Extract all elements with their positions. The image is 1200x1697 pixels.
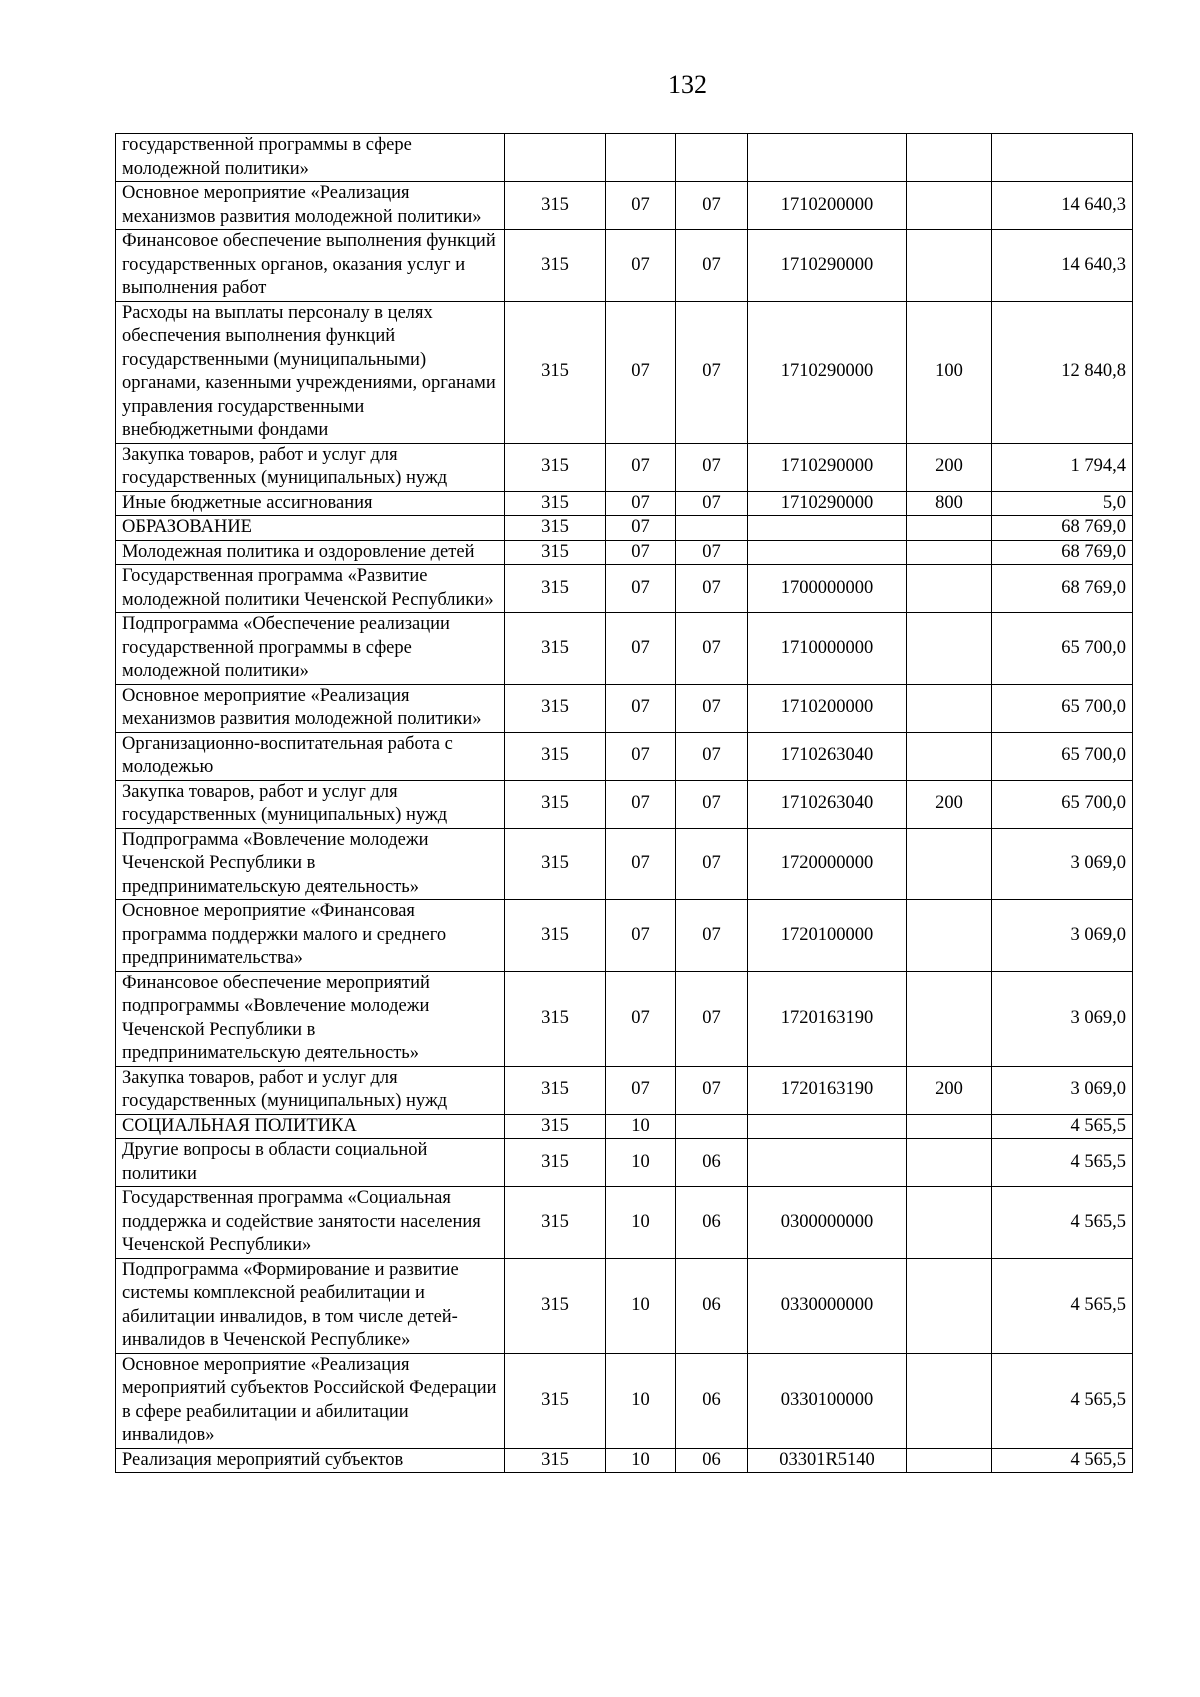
row-subsection-code: 07: [676, 780, 748, 828]
row-target-article-code: 1710263040: [748, 780, 907, 828]
row-section-code: 10: [606, 1187, 676, 1259]
row-section-code: 07: [606, 780, 676, 828]
row-name: государственной программы в сфере молодежной политики»: [116, 134, 505, 182]
row-section-code: 07: [606, 301, 676, 443]
row-expense-type-code: 100: [907, 301, 992, 443]
row-expense-type-code: [907, 565, 992, 613]
row-ministry-code: 315: [505, 1139, 606, 1187]
row-ministry-code: 315: [505, 516, 606, 541]
row-name: Организационно-воспитательная работа с молодежью: [116, 732, 505, 780]
row-target-article-code: 0300000000: [748, 1187, 907, 1259]
budget-table: [115, 133, 1133, 1473]
row-subsection-code: [676, 1114, 748, 1139]
row-section-code: 07: [606, 684, 676, 732]
row-expense-type-code: [907, 971, 992, 1066]
row-section-code: 07: [606, 516, 676, 541]
row-amount: 4 565,5: [992, 1258, 1133, 1353]
row-subsection-code: 07: [676, 1066, 748, 1114]
table-row: [116, 1448, 1133, 1473]
row-amount: 4 565,5: [992, 1139, 1133, 1187]
row-subsection-code: 06: [676, 1353, 748, 1448]
row-expense-type-code: [907, 1353, 992, 1448]
row-expense-type-code: [907, 1139, 992, 1187]
row-name: Финансовое обеспечение мероприятий подпрограммы «Вовлечение молодежи Чеченской Республики в предпринимательскую деятельность»: [116, 971, 505, 1066]
row-amount: 65 700,0: [992, 613, 1133, 685]
row-expense-type-code: [907, 1114, 992, 1139]
table-row: [116, 230, 1133, 302]
row-subsection-code: [676, 516, 748, 541]
table-row: [116, 613, 1133, 685]
row-expense-type-code: [907, 540, 992, 565]
row-expense-type-code: [907, 516, 992, 541]
row-expense-type-code: [907, 182, 992, 230]
row-target-article-code: 1710200000: [748, 182, 907, 230]
row-target-article-code: 1710263040: [748, 732, 907, 780]
row-name: Государственная программа «Развитие молодежной политики Чеченской Республики»: [116, 565, 505, 613]
table-row: [116, 1258, 1133, 1353]
row-ministry-code: [505, 134, 606, 182]
table-row: [116, 971, 1133, 1066]
row-ministry-code: 315: [505, 230, 606, 302]
row-ministry-code: 315: [505, 900, 606, 972]
row-section-code: 07: [606, 230, 676, 302]
row-target-article-code: [748, 516, 907, 541]
table-row: [116, 182, 1133, 230]
row-subsection-code: 07: [676, 732, 748, 780]
row-ministry-code: 315: [505, 1187, 606, 1259]
row-subsection-code: 07: [676, 230, 748, 302]
row-expense-type-code: [907, 613, 992, 685]
row-expense-type-code: [907, 900, 992, 972]
row-ministry-code: 315: [505, 684, 606, 732]
row-section-code: 07: [606, 443, 676, 491]
row-section-code: 10: [606, 1448, 676, 1473]
row-section-code: 07: [606, 1066, 676, 1114]
row-name: СОЦИАЛЬНАЯ ПОЛИТИКА: [116, 1114, 505, 1139]
table-row: [116, 301, 1133, 443]
row-subsection-code: 07: [676, 565, 748, 613]
row-amount: 5,0: [992, 491, 1133, 516]
row-amount: 1 794,4: [992, 443, 1133, 491]
row-ministry-code: 315: [505, 540, 606, 565]
row-target-article-code: [748, 540, 907, 565]
table-row: [116, 491, 1133, 516]
row-subsection-code: 06: [676, 1448, 748, 1473]
row-subsection-code: 07: [676, 613, 748, 685]
row-name: Иные бюджетные ассигнования: [116, 491, 505, 516]
row-section-code: 07: [606, 971, 676, 1066]
row-amount: 14 640,3: [992, 230, 1133, 302]
row-amount: 68 769,0: [992, 516, 1133, 541]
row-ministry-code: 315: [505, 828, 606, 900]
row-subsection-code: 06: [676, 1258, 748, 1353]
row-section-code: 10: [606, 1114, 676, 1139]
row-target-article-code: [748, 134, 907, 182]
row-target-article-code: 1710000000: [748, 613, 907, 685]
row-expense-type-code: 200: [907, 780, 992, 828]
row-ministry-code: 315: [505, 301, 606, 443]
table-row: [116, 565, 1133, 613]
row-name: Закупка товаров, работ и услуг для государственных (муниципальных) нужд: [116, 1066, 505, 1114]
row-target-article-code: 1710290000: [748, 443, 907, 491]
row-section-code: 07: [606, 900, 676, 972]
row-target-article-code: 1710200000: [748, 684, 907, 732]
row-subsection-code: 07: [676, 684, 748, 732]
row-amount: 65 700,0: [992, 684, 1133, 732]
table-row: [116, 1114, 1133, 1139]
row-target-article-code: [748, 1114, 907, 1139]
table-row: [116, 1353, 1133, 1448]
row-subsection-code: 07: [676, 182, 748, 230]
row-target-article-code: 1710290000: [748, 230, 907, 302]
row-expense-type-code: [907, 1187, 992, 1259]
row-section-code: 07: [606, 732, 676, 780]
row-amount: 68 769,0: [992, 565, 1133, 613]
row-ministry-code: 315: [505, 1258, 606, 1353]
row-section-code: 07: [606, 565, 676, 613]
table-row: [116, 443, 1133, 491]
row-name: Подпрограмма «Вовлечение молодежи Чеченской Республики в предпринимательскую деятельность»: [116, 828, 505, 900]
row-name: Другие вопросы в области социальной политики: [116, 1139, 505, 1187]
row-expense-type-code: [907, 134, 992, 182]
row-target-article-code: 1720000000: [748, 828, 907, 900]
row-subsection-code: 07: [676, 491, 748, 516]
row-expense-type-code: 800: [907, 491, 992, 516]
row-target-article-code: 1720100000: [748, 900, 907, 972]
row-target-article-code: 1700000000: [748, 565, 907, 613]
row-name: Основное мероприятие «Реализация мероприятий субъектов Российской Федерации в сфере реабилитации и абилитации инвалидов»: [116, 1353, 505, 1448]
row-subsection-code: 07: [676, 443, 748, 491]
row-ministry-code: 315: [505, 732, 606, 780]
row-amount: 3 069,0: [992, 828, 1133, 900]
row-section-code: 07: [606, 540, 676, 565]
table-row: [116, 1187, 1133, 1259]
row-section-code: 07: [606, 491, 676, 516]
row-target-article-code: 1720163190: [748, 1066, 907, 1114]
row-name: Основное мероприятие «Реализация механизмов развития молодежной политики»: [116, 684, 505, 732]
row-name: Подпрограмма «Обеспечение реализации государственной программы в сфере молодежной политики»: [116, 613, 505, 685]
row-target-article-code: 03301R5140: [748, 1448, 907, 1473]
table-row: [116, 1066, 1133, 1114]
row-ministry-code: 315: [505, 1353, 606, 1448]
row-name: Финансовое обеспечение выполнения функций государственных органов, оказания услуг и выполнения работ: [116, 230, 505, 302]
row-section-code: 10: [606, 1353, 676, 1448]
page-number: 132: [668, 70, 707, 99]
row-amount: 3 069,0: [992, 971, 1133, 1066]
row-amount: [992, 134, 1133, 182]
row-subsection-code: 07: [676, 301, 748, 443]
row-name: Закупка товаров, работ и услуг для государственных (муниципальных) нужд: [116, 443, 505, 491]
row-subsection-code: 07: [676, 540, 748, 565]
row-target-article-code: 0330000000: [748, 1258, 907, 1353]
row-expense-type-code: 200: [907, 443, 992, 491]
row-name: Основное мероприятие «Финансовая программа поддержки малого и среднего предпринимательства»: [116, 900, 505, 972]
row-amount: 65 700,0: [992, 780, 1133, 828]
row-subsection-code: 07: [676, 900, 748, 972]
row-amount: 65 700,0: [992, 732, 1133, 780]
row-target-article-code: 0330100000: [748, 1353, 907, 1448]
row-ministry-code: 315: [505, 565, 606, 613]
row-section-code: 07: [606, 828, 676, 900]
row-name: Закупка товаров, работ и услуг для государственных (муниципальных) нужд: [116, 780, 505, 828]
row-expense-type-code: [907, 732, 992, 780]
row-target-article-code: 1710290000: [748, 301, 907, 443]
row-amount: 4 565,5: [992, 1448, 1133, 1473]
table-row: [116, 134, 1133, 182]
table-row: [116, 516, 1133, 541]
row-ministry-code: 315: [505, 971, 606, 1066]
row-target-article-code: [748, 1139, 907, 1187]
row-name: Молодежная политика и оздоровление детей: [116, 540, 505, 565]
table-row: [116, 1139, 1133, 1187]
table-row: [116, 828, 1133, 900]
row-amount: 4 565,5: [992, 1114, 1133, 1139]
row-subsection-code: 06: [676, 1187, 748, 1259]
row-expense-type-code: [907, 828, 992, 900]
row-name: Государственная программа «Социальная поддержка и содействие занятости населения Чеченской Республики»: [116, 1187, 505, 1259]
row-target-article-code: 1710290000: [748, 491, 907, 516]
row-ministry-code: 315: [505, 780, 606, 828]
row-amount: 3 069,0: [992, 900, 1133, 972]
row-ministry-code: 315: [505, 443, 606, 491]
row-name: Расходы на выплаты персоналу в целях обеспечения выполнения функций государственными (муниципальными) органами, казенными учреждениями, органами управления государственными внебюджетными фондами: [116, 301, 505, 443]
row-section-code: [606, 134, 676, 182]
row-expense-type-code: [907, 1448, 992, 1473]
table-row: [116, 780, 1133, 828]
row-ministry-code: 315: [505, 182, 606, 230]
row-amount: 3 069,0: [992, 1066, 1133, 1114]
row-ministry-code: 315: [505, 613, 606, 685]
row-name: Подпрограмма «Формирование и развитие системы комплексной реабилитации и абилитации инвалидов, в том числе детей-инвалидов в Чеченской Республике»: [116, 1258, 505, 1353]
row-expense-type-code: 200: [907, 1066, 992, 1114]
row-ministry-code: 315: [505, 1066, 606, 1114]
row-subsection-code: 07: [676, 971, 748, 1066]
row-expense-type-code: [907, 1258, 992, 1353]
row-ministry-code: 315: [505, 1114, 606, 1139]
row-amount: 4 565,5: [992, 1187, 1133, 1259]
row-amount: 14 640,3: [992, 182, 1133, 230]
table-row: [116, 900, 1133, 972]
row-name: ОБРАЗОВАНИЕ: [116, 516, 505, 541]
table-row: [116, 540, 1133, 565]
row-expense-type-code: [907, 684, 992, 732]
row-ministry-code: 315: [505, 1448, 606, 1473]
row-expense-type-code: [907, 230, 992, 302]
row-amount: 68 769,0: [992, 540, 1133, 565]
row-section-code: 07: [606, 182, 676, 230]
row-ministry-code: 315: [505, 491, 606, 516]
row-subsection-code: 07: [676, 828, 748, 900]
row-subsection-code: [676, 134, 748, 182]
row-name: Основное мероприятие «Реализация механизмов развития молодежной политики»: [116, 182, 505, 230]
table-row: [116, 684, 1133, 732]
row-name: Реализация мероприятий субъектов: [116, 1448, 505, 1473]
row-section-code: 10: [606, 1258, 676, 1353]
row-amount: 12 840,8: [992, 301, 1133, 443]
row-section-code: 07: [606, 613, 676, 685]
row-target-article-code: 1720163190: [748, 971, 907, 1066]
row-section-code: 10: [606, 1139, 676, 1187]
row-amount: 4 565,5: [992, 1353, 1133, 1448]
row-subsection-code: 06: [676, 1139, 748, 1187]
table-row: [116, 732, 1133, 780]
